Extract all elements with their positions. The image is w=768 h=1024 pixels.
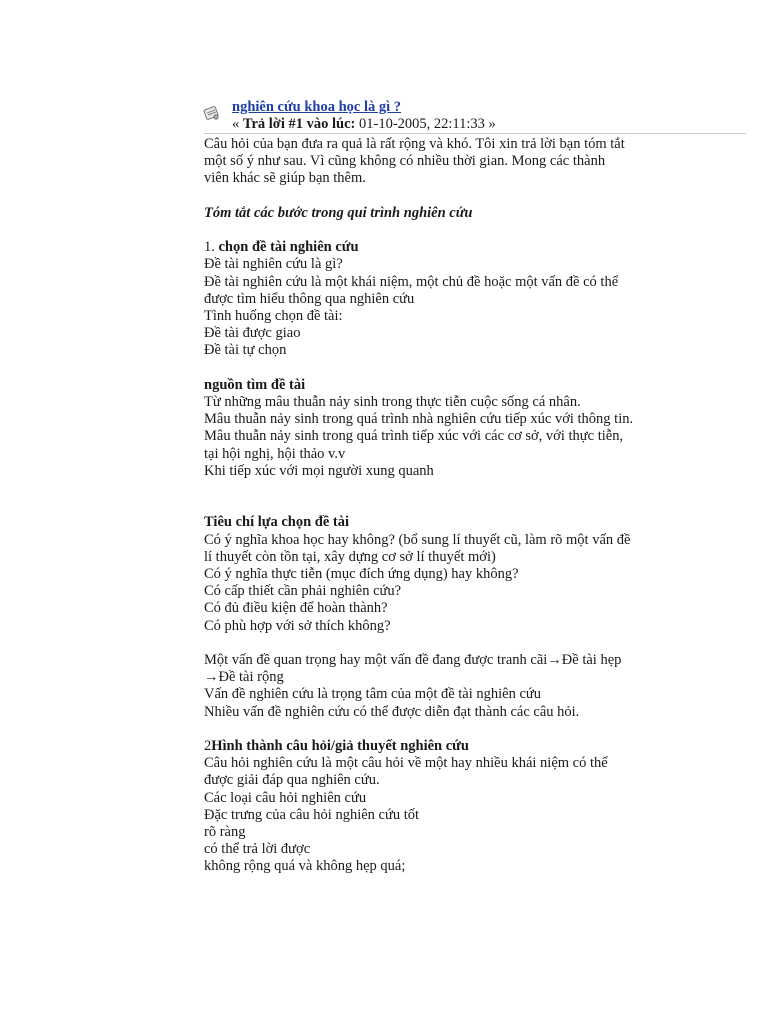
notes-line: Nhiều vấn đề nghiên cứu có thể được diễn đạt thành các câu hỏi.: [204, 703, 580, 720]
step1-line: được tìm hiểu thông qua nghiên cứu: [204, 290, 415, 307]
step2-line: rõ ràng: [204, 824, 246, 841]
sources-line: tại hội nghị, hội thảo v.v: [204, 445, 346, 462]
step2-heading: [204, 738, 664, 755]
criteria-line: Có ý nghĩa khoa học hay không? (bổ sung lí thuyết cũ, làm rõ một vấn đề: [204, 531, 631, 548]
sources-heading: nguồn tìm đề tài: [204, 376, 306, 393]
step2-line: Đặc trưng của câu hỏi nghiên cứu tốt: [204, 806, 420, 823]
reply-prefix: «: [232, 116, 243, 132]
intro-line: viên khác sẽ giúp bạn thêm.: [204, 170, 366, 187]
step2-number: 2: [204, 738, 212, 755]
criteria-line: Có đủ điều kiện để hoàn thành?: [204, 600, 388, 617]
step1-line: Đề tài nghiên cứu là một khái niệm, một chủ đề hoặc một vấn đề có thể: [204, 273, 619, 290]
step2-line: có thể trả lời được: [204, 841, 311, 858]
sources-line: Mâu thuẫn nảy sinh trong quá trình tiếp xúc với các cơ sở, với thực tiễn,: [204, 428, 624, 445]
criteria-line: Có phù hợp với sở thích không?: [204, 617, 391, 634]
reply-time: 01-10-2005, 22:11:33 »: [355, 116, 496, 132]
reply-label: Trả lời #1 vào lúc:: [242, 116, 356, 132]
post-title-link[interactable]: nghiên cứu khoa học là gì ?: [232, 99, 402, 115]
step2-line: Các loại câu hỏi nghiên cứu: [204, 789, 367, 806]
step1-title: chọn đề tài nghiên cứu: [218, 239, 359, 256]
notes-line: →Đề tài rộng: [204, 669, 284, 686]
intro-line: Câu hỏi của bạn đưa ra quả là rất rộng và khó. Tôi xin trả lời bạn tóm tắt: [204, 136, 625, 152]
step1-line: Đề tài nghiên cứu là gì?: [204, 256, 343, 273]
step2-line: không rộng quá và không hẹp quá;: [204, 858, 406, 875]
post-body: [204, 136, 664, 876]
step1-heading: [204, 239, 664, 256]
sources-line: Mâu thuẫn nảy sinh trong quá trình nhà nghiên cứu tiếp xúc với thông tin.: [204, 411, 634, 428]
header-divider: [204, 133, 746, 134]
step1-number: 1.: [204, 239, 219, 256]
step2-line: được giải đáp qua nghiên cứu.: [204, 772, 380, 789]
criteria-line: Có ý nghĩa thực tiễn (mục đích ứng dụng) hay không?: [204, 566, 519, 583]
criteria-heading: Tiêu chí lựa chọn đề tài: [204, 514, 349, 531]
step1-line: Đề tài tự chọn: [204, 342, 287, 359]
post-header: [204, 99, 664, 133]
reply-meta: [232, 116, 664, 133]
sources-line: Từ những mâu thuẫn nảy sinh trong thực tiễn cuộc sống cá nhân.: [204, 394, 581, 410]
step1-line: Tình huống chọn đề tài:: [204, 308, 343, 324]
step1-line: Đề tài được giao: [204, 325, 301, 342]
criteria-line: lí thuyết còn tồn tại, xây dựng cơ sở lí thuyết mới): [204, 548, 496, 565]
notes-line: Vấn đề nghiên cứu là trọng tâm của một đề tài nghiên cứu: [204, 686, 542, 703]
intro-line: một số ý như sau. Vì cũng không có nhiều thời gian. Mong các thành: [204, 153, 606, 170]
notes-line: Một vấn đề quan trọng hay một vấn đề đang được tranh cãi→Đề tài hẹp: [204, 652, 622, 669]
sources-line: Khi tiếp xúc với mọi người xung quanh: [204, 462, 434, 479]
summary-heading: Tóm tắt các bước trong qui trình nghiên cứu: [204, 204, 473, 221]
step2-line: Câu hỏi nghiên cứu là một câu hỏi về một hay nhiều khái niệm có thể: [204, 755, 608, 772]
step2-title: Hình thành câu hỏi/giả thuyết nghiên cứu: [211, 738, 469, 755]
criteria-line: Có cấp thiết cần phải nghiên cứu?: [204, 583, 402, 600]
